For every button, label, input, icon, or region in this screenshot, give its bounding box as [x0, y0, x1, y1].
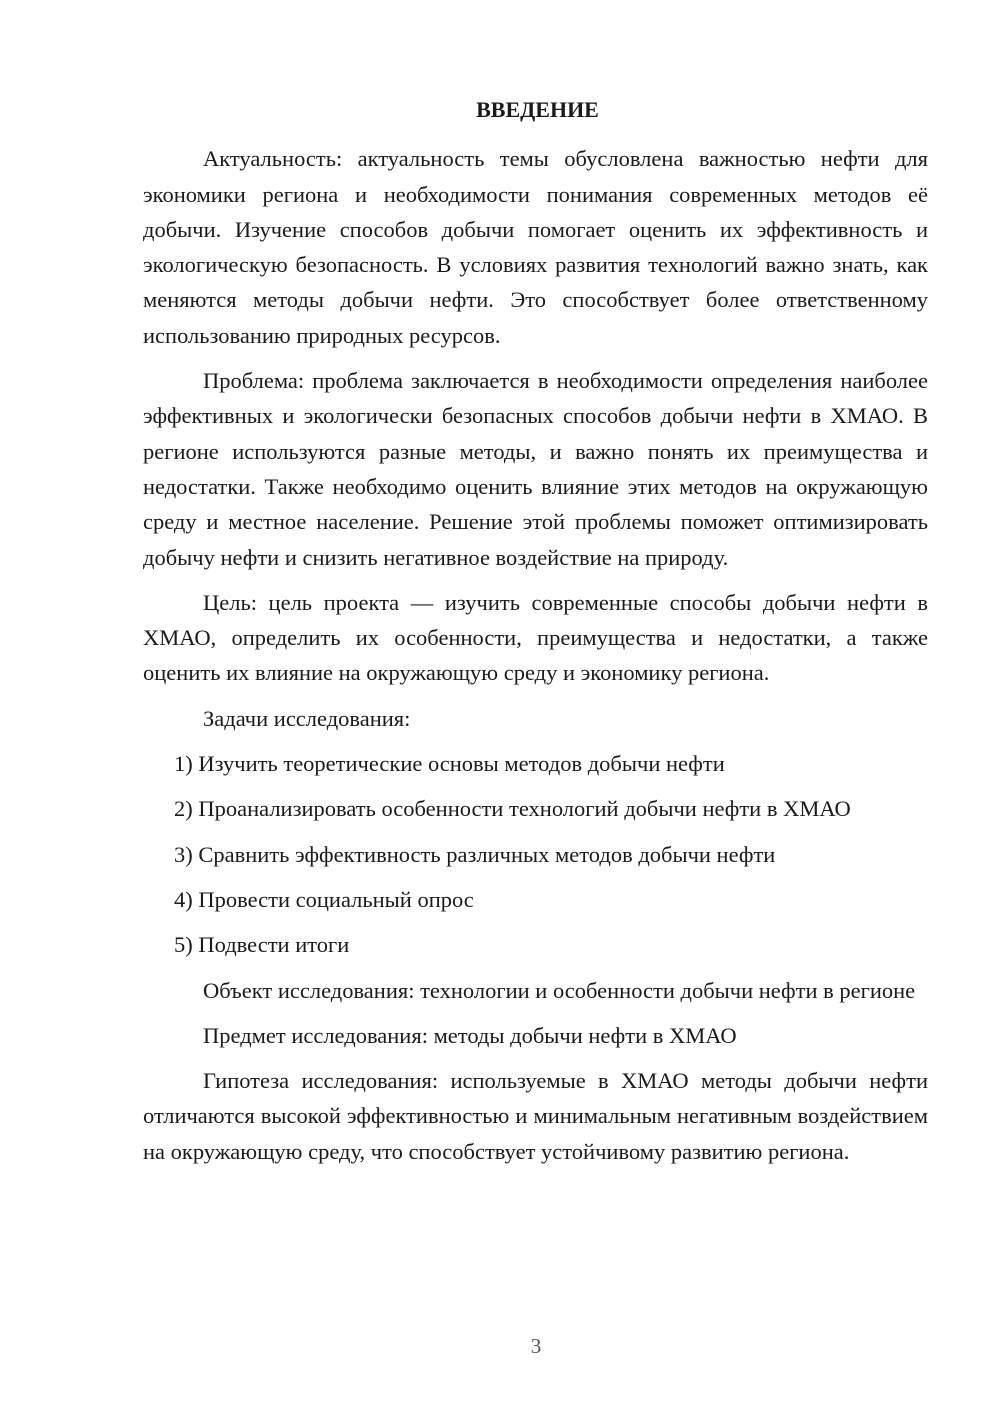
tasks-list	[143, 746, 928, 962]
list-item: 2) Проанализировать особенности технологий добычи нефти в ХМАО	[174, 796, 851, 822]
paragraph-hypothesis: Гипотеза исследования: используемые в ХМАО методы добычи нефти отличаются высокой эффективностью и минимальным негативным воздействием на окружающую среду, что способствует устойчивому развитию региона.	[143, 1068, 928, 1164]
document-title: ВВЕДЕНИЕ	[476, 97, 599, 122]
list-item: 3) Сравнить эффективность различных методов добычи нефти	[174, 841, 776, 867]
list-item: 5) Подвести итоги	[174, 932, 350, 958]
paragraph-goal: Цель: цель проекта — изучить современные способы добычи нефти в ХМАО, определить их особенности, преимущества и недостатки, а также оценить их влияние на окружающую среду и экономику региона.	[143, 589, 928, 686]
paragraph-object: Объект исследования: технологии и особенности добычи нефти в регионе	[203, 977, 916, 1003]
paragraph-relevance: Актуальность: актуальность темы обусловлена важностью нефти для экономики региона и необходимости понимания современных методов её добычи. Изучение способов добычи помогает оценить их эффективность и экологическую безопасность. В условиях развития технологий важно знать, как меняются методы добычи нефти. Это способствует более ответственному использованию природных ресурсов.	[143, 146, 928, 348]
paragraph-problem: Проблема: проблема заключается в необходимости определения наиболее эффективных и экологически безопасных способов добычи нефти в ХМАО. В регионе используются разные методы, и важно понять их преимущества и недостатки. Также необходимо оценить влияние этих методов на окружающую среду и местное население. Решение этой проблемы поможет оптимизировать добычу нефти и снизить негативное воздействие на природу.	[143, 368, 928, 570]
list-item: 1) Изучить теоретические основы методов добычи нефти	[174, 751, 725, 777]
document-page	[143, 92, 928, 1179]
page-number: 3	[530, 1334, 542, 1358]
list-item: 4) Провести социальный опрос	[174, 886, 474, 912]
tasks-heading: Задачи исследования:	[203, 705, 411, 731]
paragraph-subject: Предмет исследования: методы добычи нефти в ХМАО	[203, 1022, 737, 1048]
